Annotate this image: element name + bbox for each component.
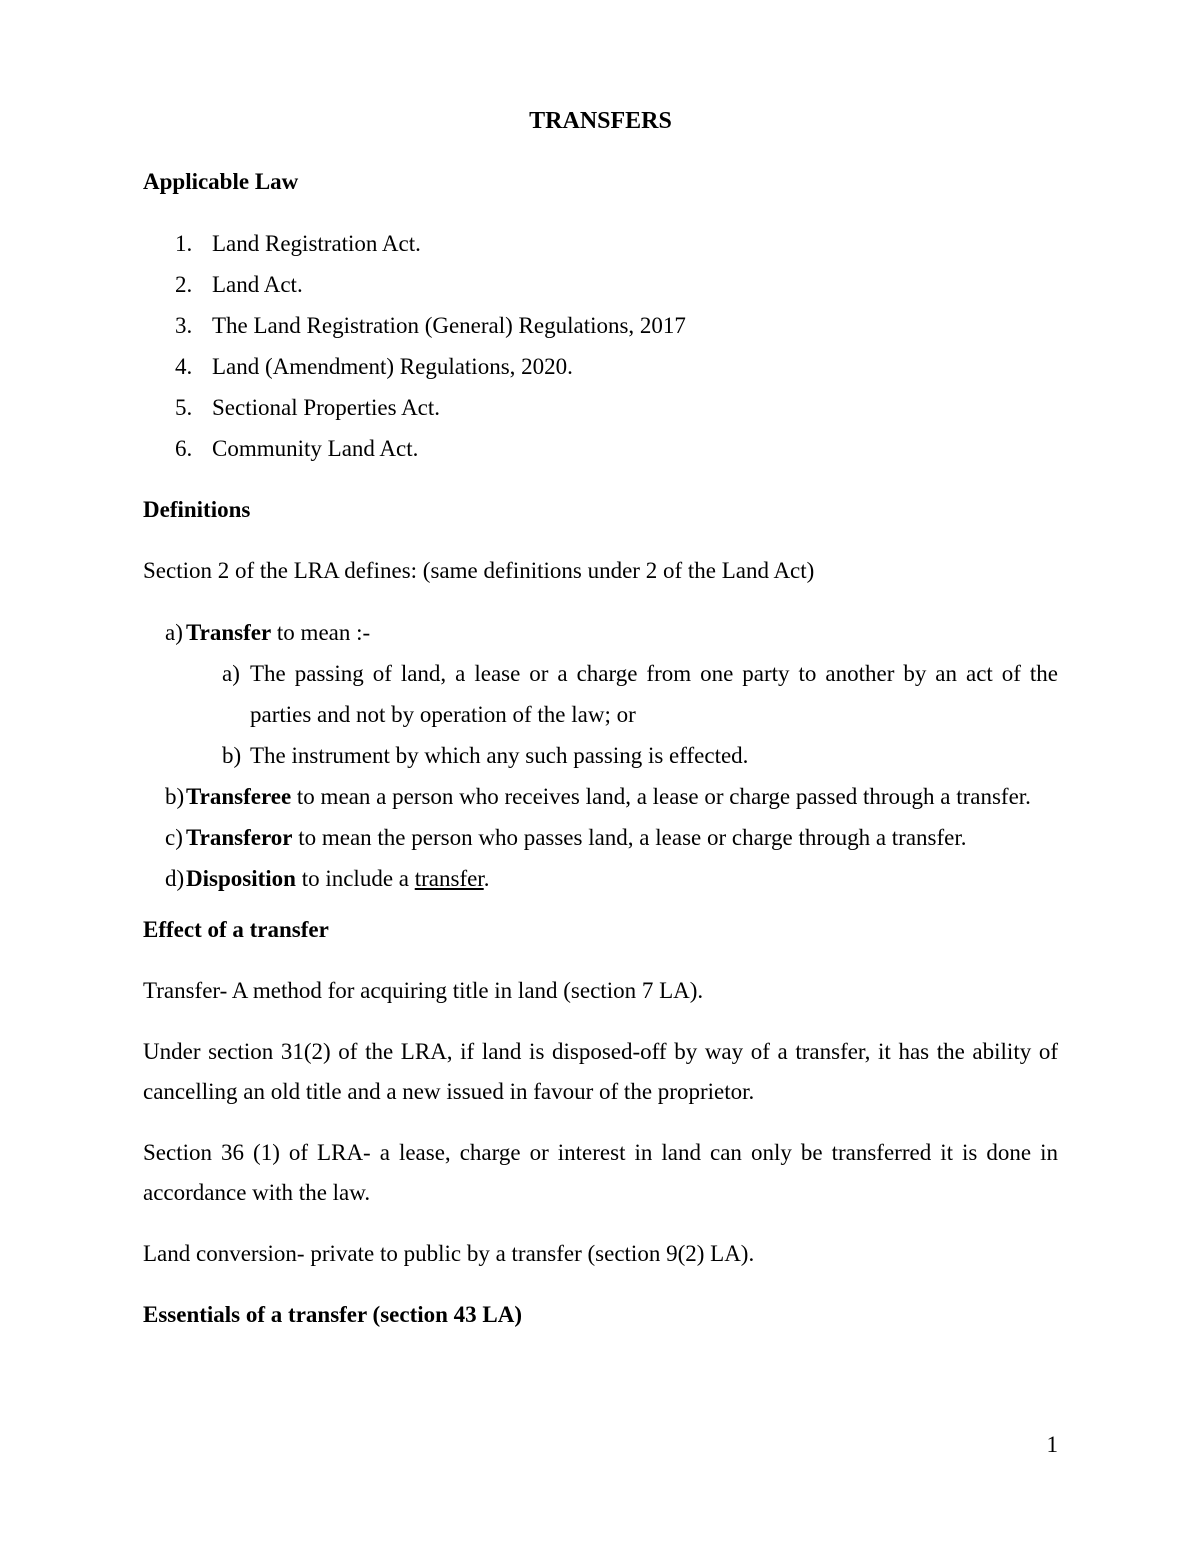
list-number: 3. — [175, 313, 193, 338]
list-letter: b) — [165, 784, 185, 809]
law-list-item-text: Land Registration Act. — [212, 231, 421, 256]
sub-definition-text: The passing of land, a lease or a charge from one party to another by an act of the parties and not by operation of the law; or — [250, 661, 1058, 727]
effect-paragraph-3: Section 36 (1) of LRA- a lease, charge or interest in land can only be transferred it is done in accordance with the law. — [143, 1140, 1058, 1205]
law-list-item-text: Sectional Properties Act. — [212, 395, 441, 420]
heading-applicable-law: Applicable Law — [143, 169, 299, 194]
definition-text: to mean :- — [271, 620, 371, 645]
definition-item-transferor — [143, 817, 1058, 858]
list-number: 2. — [175, 272, 193, 297]
page-number: 1 — [1046, 1432, 1058, 1457]
definition-text: to include a — [295, 866, 415, 891]
law-list-item-text: Community Land Act. — [212, 436, 419, 461]
definition-term: Transferee — [186, 784, 292, 809]
heading-essentials: Essentials of a transfer (section 43 LA) — [143, 1302, 523, 1327]
applicable-law-list — [143, 223, 1058, 469]
list-number: 4. — [175, 354, 193, 379]
list-letter: c) — [165, 825, 183, 850]
sub-definition-item — [186, 653, 1058, 735]
law-list-item — [143, 305, 1058, 346]
list-letter: d) — [165, 866, 185, 891]
heading-effect-of-transfer: Effect of a transfer — [143, 917, 329, 942]
law-list-item-text: The Land Registration (General) Regulations, 2017 — [212, 313, 686, 338]
definition-term: Transferor — [186, 825, 293, 850]
transfer-sub-list — [186, 653, 1058, 776]
law-list-item-text: Land (Amendment) Regulations, 2020. — [212, 354, 573, 379]
definition-item-transferee — [143, 776, 1058, 817]
sub-definition-text: The instrument by which any such passing is effected. — [250, 743, 749, 768]
effect-paragraph-2: Under section 31(2) of the LRA, if land is disposed-off by way of a transfer, it has the ability of cancelling an old title and a new issued in favour of the proprietor. — [143, 1039, 1058, 1104]
list-number: 6. — [175, 436, 193, 461]
definitions-intro: Section 2 of the LRA defines: (same definitions under 2 of the Land Act) — [143, 558, 815, 583]
law-list-item — [143, 223, 1058, 264]
definition-item-disposition — [143, 858, 1058, 899]
definition-item-transfer — [143, 612, 1058, 776]
document-title: TRANSFERS — [529, 108, 672, 134]
list-number: 1. — [175, 231, 193, 256]
list-letter: a) — [165, 620, 183, 645]
definitions-list — [143, 612, 1058, 899]
law-list-item — [143, 428, 1058, 469]
sub-definition-item — [186, 735, 1058, 776]
effect-paragraph-4: Land conversion- private to public by a transfer (section 9(2) LA). — [143, 1241, 755, 1266]
definition-text-end: . — [483, 866, 490, 891]
definition-term: Disposition — [186, 866, 296, 891]
underlined-word: transfer — [414, 866, 484, 891]
law-list-item — [143, 387, 1058, 428]
list-number: 5. — [175, 395, 193, 420]
law-list-item — [143, 346, 1058, 387]
definition-text: to mean a person who receives land, a lease or charge passed through a transfer. — [291, 784, 1031, 809]
heading-definitions: Definitions — [143, 497, 251, 522]
law-list-item — [143, 264, 1058, 305]
definition-text: to mean the person who passes land, a lease or charge through a transfer. — [292, 825, 967, 850]
list-letter: b) — [222, 743, 242, 768]
list-letter: a) — [222, 661, 240, 686]
definition-term: Transfer — [186, 620, 272, 645]
effect-paragraph-1: Transfer- A method for acquiring title in land (section 7 LA). — [143, 978, 704, 1003]
law-list-item-text: Land Act. — [212, 272, 303, 297]
